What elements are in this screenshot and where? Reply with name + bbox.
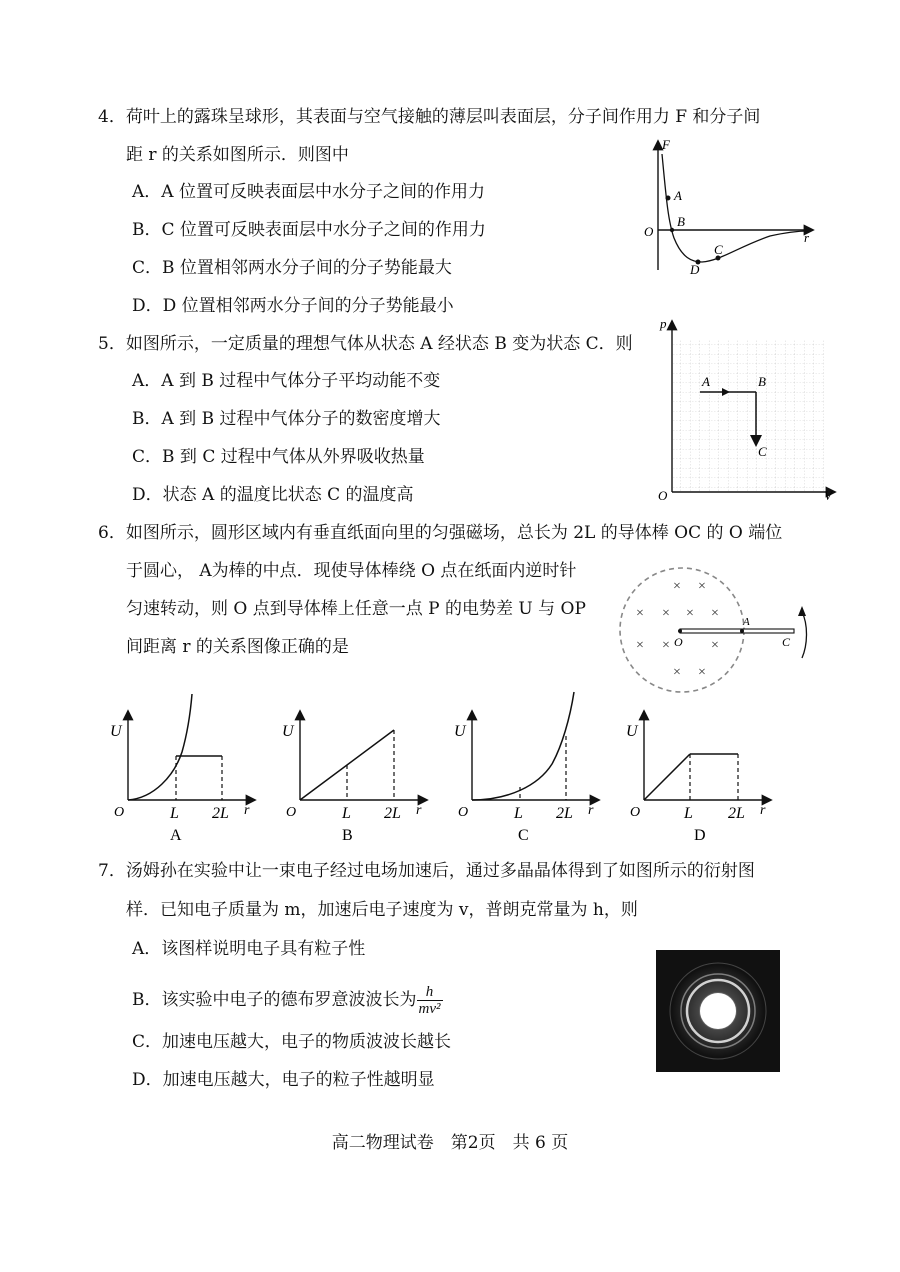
q5-option-a: A．A 到 B 过程中气体分子平均动能不变: [132, 371, 441, 391]
q4-stem-line2: 距 r 的关系如图所示．则图中: [126, 145, 349, 165]
q4-origin-label: O: [644, 224, 654, 239]
q5-y-axis-label: p: [660, 316, 667, 331]
svg-text:r: r: [416, 803, 422, 818]
svg-text:O: O: [630, 805, 641, 820]
q6-graph-b-label: B: [342, 827, 353, 844]
svg-text:×: ×: [698, 579, 706, 594]
q7-diffraction-pattern-image: [656, 950, 780, 1072]
svg-text:r: r: [760, 803, 766, 818]
q4-option-a: A．A 位置可反映表面层中水分子之间的作用力: [132, 182, 485, 202]
q4-stem-line1: 4．荷叶上的露珠呈球形，其表面与空气接触的薄层叫表面层，分子间作用力 F 和分子间: [98, 107, 761, 127]
q7-wavelength-fraction: $\frac{h}{\text{mv²}}$: [418, 984, 441, 1017]
q6-graph-a: [104, 690, 264, 846]
svg-text:U: U: [454, 723, 466, 740]
q5-origin-label: O: [658, 488, 668, 502]
svg-text:×: ×: [673, 579, 681, 594]
q4-point-d: D: [690, 262, 700, 276]
svg-text:r: r: [588, 803, 594, 818]
q7-stem-line1: 7．汤姆孙在实验中让一束电子经过电场加速后，通过多晶晶体得到了如图所示的衍射图: [98, 861, 755, 881]
svg-text:×: ×: [636, 606, 644, 621]
q4-point-a: A: [674, 188, 682, 203]
q6-stem-line1: 6．如图所示，圆形区域内有垂直纸面向里的匀强磁场，总长为 2L 的导体棒 OC 的 O 端位: [98, 523, 783, 543]
svg-text:U: U: [110, 723, 122, 740]
q7-option-b: B．该实验中电子的德布罗意波波长为 $\frac{h}{\text{mv²}}$: [132, 984, 441, 1017]
svg-text:×: ×: [636, 638, 644, 653]
q6-point-c: C: [782, 635, 791, 649]
svg-text:×: ×: [662, 638, 670, 653]
q6-stem-line2: 于圆心， A为棒的中点．现使导体棒绕 O 点在纸面内逆时针: [126, 561, 577, 581]
svg-text:L: L: [342, 805, 351, 822]
q7-stem-line2: 样．已知电子质量为 m，加速后电子速度为 v，普朗克常量为 h，则: [126, 900, 638, 920]
q6-graph-d: [620, 690, 780, 846]
q4-force-distance-figure: [640, 136, 820, 276]
q4-y-axis-label: F: [662, 137, 670, 152]
svg-text:×: ×: [711, 606, 719, 621]
svg-text:L: L: [514, 805, 523, 822]
svg-text:×: ×: [686, 606, 694, 621]
q6-stem-line4: 间距离 r 的关系图像正确的是: [126, 637, 349, 657]
q6-point-o: O: [674, 635, 683, 649]
svg-text:U: U: [626, 723, 638, 740]
svg-text:2L: 2L: [384, 805, 401, 822]
q4-option-c: C．B 位置相邻两水分子间的分子势能最大: [132, 258, 452, 278]
svg-text:2L: 2L: [556, 805, 573, 822]
q5-x-axis-label: V: [824, 488, 832, 502]
svg-text:U: U: [282, 723, 294, 740]
q7-option-d: D．加速电压越大，电子的粒子性越明显: [132, 1070, 435, 1090]
svg-text:×: ×: [662, 606, 670, 621]
q6-graph-c: [448, 690, 608, 846]
q4-point-c: C: [714, 242, 723, 257]
q4-number: 4．: [98, 107, 126, 127]
svg-text:2L: 2L: [212, 805, 229, 822]
q4-option-b: B．C 位置可反映表面层中水分子之间的作用力: [132, 220, 486, 240]
svg-text:L: L: [684, 805, 693, 822]
q6-graph-a-label: A: [170, 827, 182, 844]
q7-option-a: A．该图样说明电子具有粒子性: [132, 939, 366, 959]
svg-text:2L: 2L: [728, 805, 745, 822]
q5-point-a: A: [702, 374, 710, 389]
q4-option-d: D．D 位置相邻两水分子间的分子势能最小: [132, 296, 454, 316]
page-footer: 高二物理试卷 第2页 共 6 页: [331, 1133, 569, 1153]
svg-text:×: ×: [711, 638, 719, 653]
q6-graph-d-label: D: [694, 827, 706, 844]
q6-graph-c-label: C: [518, 827, 529, 844]
q6-point-a: A: [743, 616, 750, 628]
q5-stem: 5．如图所示，一定质量的理想气体从状态 A 经状态 B 变为状态 C．则: [98, 334, 633, 354]
q5-option-d: D．状态 A 的温度比状态 C 的温度高: [132, 485, 414, 505]
q5-option-c: C．B 到 C 过程中气体从外界吸收热量: [132, 447, 425, 467]
q7-option-c: C．加速电压越大，电子的物质波波长越长: [132, 1032, 452, 1052]
q6-field-figure: [612, 566, 824, 696]
svg-text:×: ×: [673, 665, 681, 680]
svg-text:×: ×: [698, 665, 706, 680]
svg-text:L: L: [170, 805, 179, 822]
q5-pv-figure: [652, 316, 838, 502]
svg-text:O: O: [114, 805, 125, 820]
q5-point-b: B: [758, 374, 766, 389]
q4-point-b: B: [677, 214, 685, 229]
q4-x-axis-label: r: [804, 230, 810, 245]
q6-stem-line3: 匀速转动，则 O 点到导体棒上任意一点 P 的电势差 U 与 OP: [126, 599, 586, 619]
svg-text:O: O: [286, 805, 297, 820]
q6-graph-b: [276, 690, 436, 846]
q5-option-b: B．A 到 B 过程中气体分子的数密度增大: [132, 409, 441, 429]
svg-text:r: r: [244, 803, 250, 818]
q5-point-c: C: [758, 444, 767, 459]
svg-text:O: O: [458, 805, 469, 820]
